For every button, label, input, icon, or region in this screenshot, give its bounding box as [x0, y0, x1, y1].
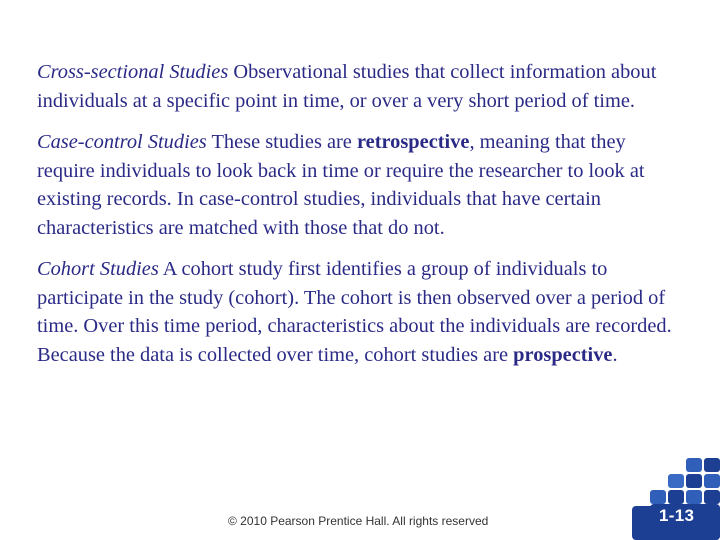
definition-text: .	[612, 343, 618, 366]
definition-text: Observational studies that collect information about individuals at a specific point in time, or over a very short period of time.	[37, 61, 657, 112]
slide-number-badge	[632, 456, 720, 540]
definition-cross-sectional	[37, 58, 687, 115]
definition-text: A cohort study first identifies a group of individuals to participate in the study (cohort). The cohort is then observed over a period of time. Over this time period, characteristics about the individuals are recorded. Because the data is collected over time, cohort studies are	[37, 258, 672, 366]
keyword-prospective: prospective	[513, 343, 613, 366]
definition-text: , meaning that they require individuals to look back in time or require the researcher to look at existing records. In case-control studies, individuals that have certain characteristics are matched with those that do not.	[37, 131, 645, 239]
term-case-control: Case-control Studies	[37, 131, 207, 153]
term-cohort: Cohort Studies	[37, 258, 159, 280]
copyright-footer: © 2010 Pearson Prentice Hall. All rights reserved	[228, 514, 489, 528]
badge-grid-icon	[632, 458, 720, 540]
definition-case-control	[37, 128, 687, 242]
definition-text: These studies are	[206, 131, 357, 153]
slide-body	[37, 58, 687, 369]
term-cross-sectional: Cross-sectional Studies	[37, 61, 229, 83]
keyword-retrospective: retrospective	[356, 131, 470, 153]
slide-number: 1-13	[659, 506, 695, 525]
definition-cohort	[37, 255, 687, 369]
